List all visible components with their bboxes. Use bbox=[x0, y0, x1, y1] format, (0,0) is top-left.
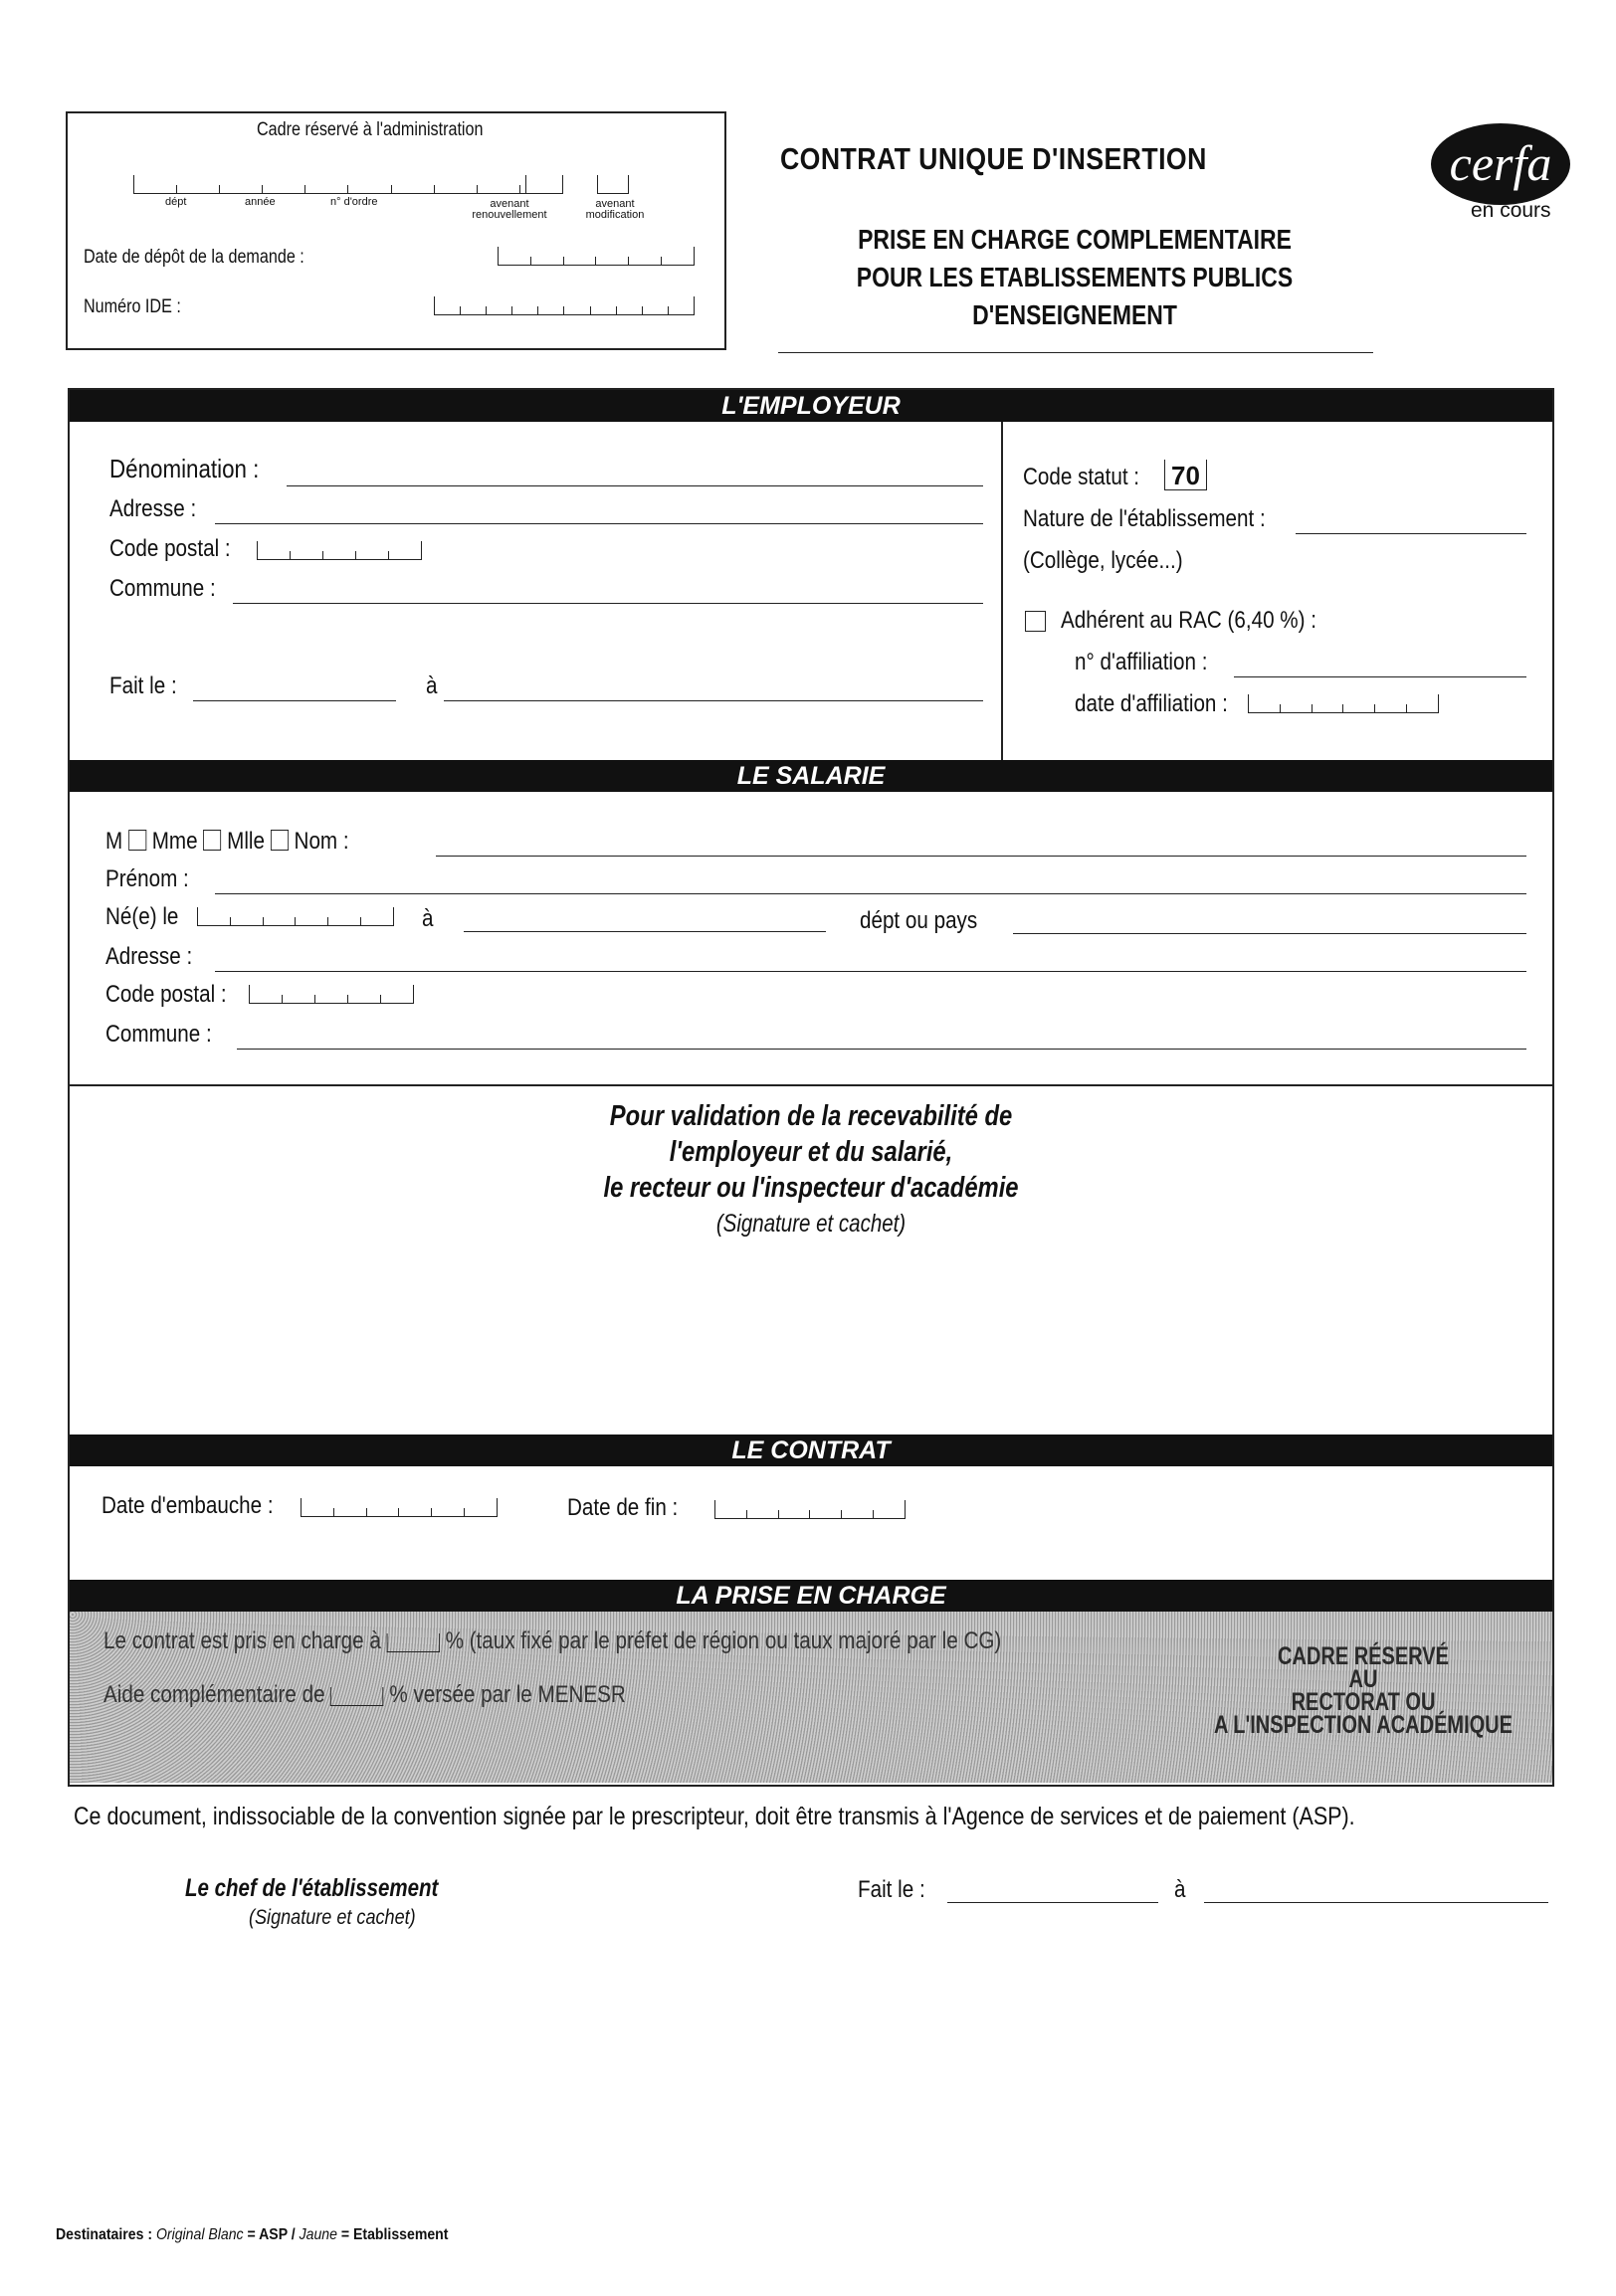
reserved-line-3: RECTORAT OU bbox=[1291, 1688, 1436, 1716]
employee-address-input[interactable] bbox=[215, 971, 1526, 972]
tick-modification: avenant modification bbox=[585, 198, 645, 221]
admin-renewal-field[interactable] bbox=[496, 175, 526, 194]
employee-firstname-input[interactable] bbox=[215, 893, 1526, 894]
recipients-original-to: = ASP / bbox=[247, 2226, 296, 2243]
employer-signed-on-label: Fait le : bbox=[109, 672, 177, 699]
tick-year: année bbox=[245, 196, 276, 208]
tick-renewal: avenant renouvellement bbox=[472, 198, 547, 221]
affiliation-date-input[interactable] bbox=[1248, 694, 1439, 713]
denomination-input[interactable] bbox=[287, 485, 983, 486]
end-date-input[interactable] bbox=[714, 1500, 906, 1519]
employer-signed-on-input[interactable] bbox=[193, 700, 396, 701]
admin-title: Cadre réservé à l'administration bbox=[257, 119, 484, 140]
recipients-line bbox=[56, 2226, 448, 2244]
support-rate-input[interactable] bbox=[387, 1633, 440, 1652]
footer-signed-at-label: à bbox=[1174, 1876, 1186, 1903]
employer-heading: L'EMPLOYEUR bbox=[70, 390, 1552, 422]
head-of-school-label: Le chef de l'établissement bbox=[185, 1874, 439, 1902]
rac-checkbox[interactable] bbox=[1025, 611, 1046, 635]
footer-signed-on-label: Fait le : bbox=[858, 1876, 925, 1903]
rac-checkbox-box[interactable] bbox=[1025, 611, 1046, 632]
civility-mme-label: Mme bbox=[151, 828, 198, 855]
employee-name-label: Nom : bbox=[294, 828, 349, 855]
employer-postal-input[interactable] bbox=[257, 541, 422, 560]
academy-signature-area[interactable] bbox=[90, 1245, 1532, 1415]
employer-signed-at-input[interactable] bbox=[444, 700, 983, 701]
cerfa-status: en cours bbox=[1471, 199, 1551, 222]
admin-modification-field[interactable] bbox=[597, 175, 629, 194]
civility-row bbox=[105, 828, 349, 856]
admin-box bbox=[66, 111, 726, 350]
employee-address-label: Adresse : bbox=[105, 943, 193, 970]
start-date-input[interactable] bbox=[301, 1498, 498, 1517]
footer-signed-on-input[interactable] bbox=[947, 1902, 1158, 1903]
employee-postal-input[interactable] bbox=[249, 985, 414, 1004]
affiliation-number-label: n° d'affiliation : bbox=[1075, 649, 1208, 675]
cerfa-logo: cerfa bbox=[1431, 123, 1570, 205]
employee-birth-label: Né(e) le bbox=[105, 903, 179, 930]
employer-divider bbox=[1001, 422, 1003, 760]
civility-m-label: M bbox=[105, 828, 123, 855]
employee-dept-input[interactable] bbox=[1013, 933, 1526, 934]
reserved-stamp bbox=[1164, 1642, 1562, 1739]
support-rate-hint: % (taux fixé par le préfet de région ou taux majoré par le CG) bbox=[445, 1627, 1002, 1654]
title-rule bbox=[778, 352, 1373, 353]
civility-m-checkbox[interactable] bbox=[128, 830, 146, 851]
contract-heading: LE CONTRAT bbox=[70, 1435, 1552, 1466]
footer-signed-at-input[interactable] bbox=[1204, 1902, 1548, 1903]
employee-commune-label: Commune : bbox=[105, 1021, 212, 1048]
recipients-yellow: Jaune bbox=[299, 2226, 337, 2243]
support-aid-hint: % versée par le MENESR bbox=[389, 1681, 626, 1708]
validation-line-1: Pour validation de la recevabilité de bbox=[609, 1100, 1013, 1132]
employee-postal-label: Code postal : bbox=[105, 981, 227, 1008]
validation-line-3: le recteur ou l'inspecteur d'académie bbox=[603, 1172, 1019, 1204]
main-form bbox=[68, 388, 1554, 1787]
employee-name-input[interactable] bbox=[436, 856, 1526, 857]
support-rate-row bbox=[103, 1627, 1001, 1655]
form-title: CONTRAT UNIQUE D'INSERTION bbox=[780, 141, 1207, 176]
start-date-label: Date d'embauche : bbox=[101, 1492, 274, 1519]
validation-line-2: l'employeur et du salarié, bbox=[669, 1136, 953, 1168]
civility-mme-checkbox[interactable] bbox=[203, 830, 221, 851]
employee-firstname-label: Prénom : bbox=[105, 865, 189, 892]
civility-mlle-checkbox[interactable] bbox=[271, 830, 289, 851]
recipients-original: Original Blanc bbox=[155, 2226, 244, 2243]
employee-birthplace-label: à bbox=[422, 905, 434, 932]
employee-birth-date-input[interactable] bbox=[197, 907, 394, 926]
affiliation-number-input[interactable] bbox=[1234, 676, 1526, 677]
subtitle-line-2: POUR LES ETABLISSEMENTS PUBLICS bbox=[856, 262, 1294, 292]
civility-mlle-label: Mlle bbox=[227, 828, 266, 855]
head-of-school-signature-area[interactable] bbox=[185, 1936, 703, 2085]
recipients-yellow-to: = Etablissement bbox=[340, 2226, 449, 2243]
employee-birthplace-input[interactable] bbox=[464, 931, 826, 932]
end-date-label: Date de fin : bbox=[567, 1494, 679, 1521]
code-statut-value: 70 bbox=[1164, 460, 1207, 490]
support-aid-row bbox=[103, 1681, 626, 1709]
transmission-note: Ce document, indissociable de la convention signée par le prescripteur, doit être transmis à l'Agence de services et de paiement (ASP). bbox=[74, 1803, 1355, 1830]
nature-label: Nature de l'établissement : bbox=[1023, 505, 1266, 532]
reserved-line-4: A L'INSPECTION ACADÉMIQUE bbox=[1214, 1711, 1513, 1739]
tick-dept: dépt bbox=[165, 196, 187, 208]
support-aid-label: Aide complémentaire de bbox=[103, 1681, 325, 1708]
employer-signed-at-label: à bbox=[426, 672, 438, 699]
reserved-line-1: CADRE RÉSERVÉ bbox=[1278, 1642, 1449, 1670]
validation-block bbox=[70, 1098, 1552, 1242]
nature-hint: (Collège, lycée...) bbox=[1023, 547, 1183, 574]
support-heading: LA PRISE EN CHARGE bbox=[70, 1580, 1552, 1612]
subtitle-line-1: PRISE EN CHARGE COMPLEMENTAIRE bbox=[858, 224, 1292, 255]
deposit-label: Date de dépôt de la demande : bbox=[84, 247, 304, 268]
ide-label: Numéro IDE : bbox=[84, 296, 181, 317]
deposit-date-field[interactable] bbox=[498, 247, 695, 266]
support-aid-input[interactable] bbox=[330, 1687, 383, 1706]
nature-input[interactable] bbox=[1296, 533, 1526, 534]
form-subtitle bbox=[776, 221, 1373, 334]
employer-postal-label: Code postal : bbox=[109, 535, 231, 562]
validation-divider bbox=[70, 1084, 1552, 1086]
ide-field[interactable] bbox=[434, 296, 695, 315]
validation-signature-hint: (Signature et cachet) bbox=[715, 1210, 907, 1238]
employer-address-label: Adresse : bbox=[109, 495, 197, 522]
support-rate-label: Le contrat est pris en charge à bbox=[103, 1627, 381, 1654]
reserved-line-2: AU bbox=[1348, 1665, 1378, 1693]
head-of-school-signature-hint: (Signature et cachet) bbox=[249, 1906, 416, 1929]
employee-commune-input[interactable] bbox=[237, 1049, 1526, 1050]
subtitle-line-3: D'ENSEIGNEMENT bbox=[972, 299, 1177, 330]
employer-commune-label: Commune : bbox=[109, 575, 216, 602]
rac-label: Adhérent au RAC (6,40 %) : bbox=[1061, 607, 1316, 634]
employer-address-input[interactable] bbox=[215, 523, 983, 524]
denomination-label: Dénomination : bbox=[109, 454, 260, 483]
code-statut-label: Code statut : bbox=[1023, 464, 1140, 490]
employee-dept-label: dépt ou pays bbox=[860, 907, 978, 934]
employer-commune-input[interactable] bbox=[233, 603, 983, 604]
employee-heading: LE SALARIE bbox=[70, 760, 1552, 792]
affiliation-date-label: date d'affiliation : bbox=[1075, 690, 1228, 717]
tick-order: n° d'ordre bbox=[330, 196, 378, 208]
recipients-label: Destinataires : bbox=[56, 2226, 153, 2243]
